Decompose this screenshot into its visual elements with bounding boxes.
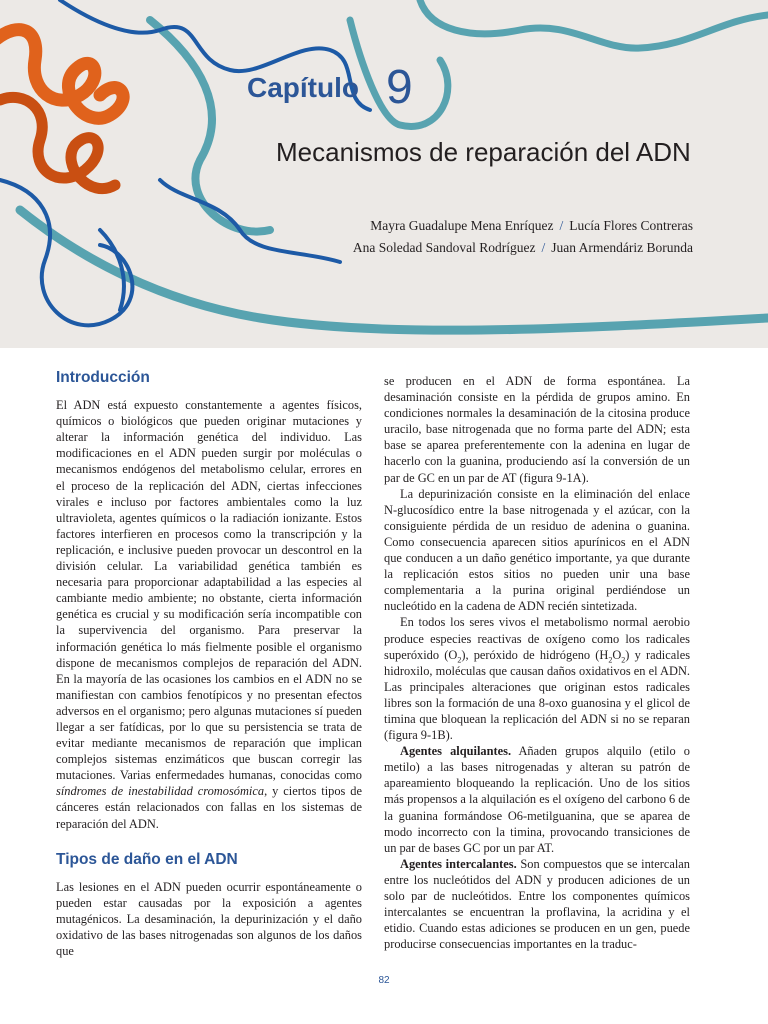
alquilantes-paragraph [384, 743, 690, 856]
authors-line-1 [370, 218, 693, 234]
subscript: 2 [608, 655, 613, 665]
depurinizacion-paragraph: La depurinización consiste en la eliminación del enlace N-glucosídico entre la base nitrogenada y el azúcar, con la consiguiente pérdida de un residuo de adenina o guanina. Como consecuencia aparecen sitios apurínicos en el ADN que conducen a un daño genético importante, ya que durante la replicación estos sitios no pueden unir una base complementaria a la purina original perdiéndose un nucleótido en la cadena de ADN recién sintetizada. [384, 486, 690, 614]
intro-italic-term: síndromes de inestabilidad cromosómica [56, 784, 265, 799]
author-name: Ana Soledad Sandoval Rodríguez [352, 240, 536, 255]
author-name: Juan Armendáriz Borunda [551, 240, 693, 255]
intro-paragraph [56, 397, 362, 832]
author-name: Lucía Flores Contreras [569, 218, 693, 233]
right-column [384, 373, 690, 952]
section-heading-tipos-de-dano: Tipos de daño en el ADN [56, 850, 238, 868]
intercalantes-paragraph [384, 856, 690, 953]
author-separator: / [541, 240, 546, 255]
author-name: Mayra Guadalupe Mena Enríquez [370, 218, 554, 233]
oxidativo-paragraph [384, 614, 690, 743]
text-run: ), peróxido de hidrógeno (H [461, 647, 609, 662]
text-run: Son compuestos que se intercalan entre los nucleótidos del ADN y producen adiciones de un solo par de nucleótidos. Entre los componentes químicos intercalantes se encuentran la proflavina, la acridina y el etidio. Cuando estas adiciones se producen en un gen, puede producirse consecuencias importantes en la traduc- [384, 856, 690, 952]
authors-line-2 [353, 240, 693, 256]
text-run: Añaden grupos alquilo (etilo o metilo) a las bases nitrogenadas y alteran su patrón de apareamiento bloqueando la replicación. Uno de los sitios más propensos a la alquilación es el oxígeno del carbono 6 de la guanina formándose O6-metilguanina, que se aparea de modo incorrecto con la timina, provocando transiciones de un par de bases GC por un par AT. [384, 744, 690, 855]
intro-text: El ADN está expuesto constantemente a agentes físicos, químicos o biológicos que pueden originar mutaciones y alterar la información genética del individuo. Las modificaciones en el ADN pueden surgir por moléculas o mecanismos endógenos del metabolismo celular, errores en el proceso de la replicación del ADN, ciertas infecciones virales e incluso por factores ambientales como la luz ultravioleta, agentes químicos o la radiación ionizante. Estos factores interfieren en procesos como la transcripción y la replicación, e inclusive pueden provocar un descontrol en la división celular. La variabilidad genética también es necesaria para proporcionar adaptabilidad a las especies al cambiante medio ambiente; no obstante, cierta información genética es crucial y su modificación sería incompatible con la supervivencia del organismo. Para preservar la información genética lo más fielmente posible el organismo dispone de mecanismos complejos de reparación del ADN. En la mayoría de las ocasiones los cambios en el ADN no se manifiestan con cambios fenotípicos y no presentan efectos adversos en el organismo; pero algunas mutaciones sí pueden llegar a ser fatídicas, por lo que su persistencia se trata de evitar mediante mecanismos de reparación que implican complejos sistemas enzimáticos que buscan corregir las mutaciones. Varias enfermedades humanas, conocidas como [56, 398, 362, 783]
text-run: O [612, 647, 622, 662]
section-heading-introduccion: Introducción [56, 369, 150, 386]
author-separator: / [559, 218, 564, 233]
page-number: 82 [378, 975, 390, 986]
desaminacion-paragraph: se producen en el ADN de forma espontánea. La desaminación consiste en la pérdida de grupos amino. En condiciones normales la desaminación de la citosina produce uracilo, base nitrogenada que no forma parte del ADN; esta base se aparea preferentemente con la adenina en lugar de hacerlo con la guanina, produciendo así la conversión de un par de GC en un par de AT (figura 9-1A). [384, 374, 690, 485]
subscript: 2 [621, 655, 626, 665]
chapter-number: 9 [386, 61, 413, 114]
paragraph-lead: Agentes intercalantes. [400, 856, 517, 871]
left-column [56, 370, 362, 959]
tipos-paragraph: Las lesiones en el ADN pueden ocurrir espontáneamente o pueden estar causadas por la exposición a agentes mutagénicos. La desaminación, la depurinización y el daño oxidativo de las bases nitrogenadas son algunos de los daños que [56, 879, 362, 959]
chapter-title: Mecanismos de reparación del ADN [276, 137, 691, 167]
intro-text-tail: , y ciertos tipos de cánceres están relacionados con fallas en los sistemas de reparación del ADN. [56, 784, 362, 831]
protein-ribbon-illustration [0, 0, 768, 348]
text-run: En todos los seres vivos el metabolismo normal aerobio produce especies reactivas de oxígeno como los radicales superóxido (O [384, 615, 690, 662]
paragraph-lead: Agentes alquilantes. [400, 744, 512, 759]
chapter-header [0, 0, 768, 348]
subscript: 2 [457, 655, 462, 665]
text-run: ) y radicales hidroxilo, moléculas que causan daños oxidativos en el ADN. Las principales alteraciones que originan estos radicales libres son la formación de una 8-oxo guanosina y el glicol de timina que bloquean la replicación del ADN si no se reparan (figura 9-1B). [384, 647, 691, 743]
chapter-label: Capítulo [247, 72, 359, 103]
